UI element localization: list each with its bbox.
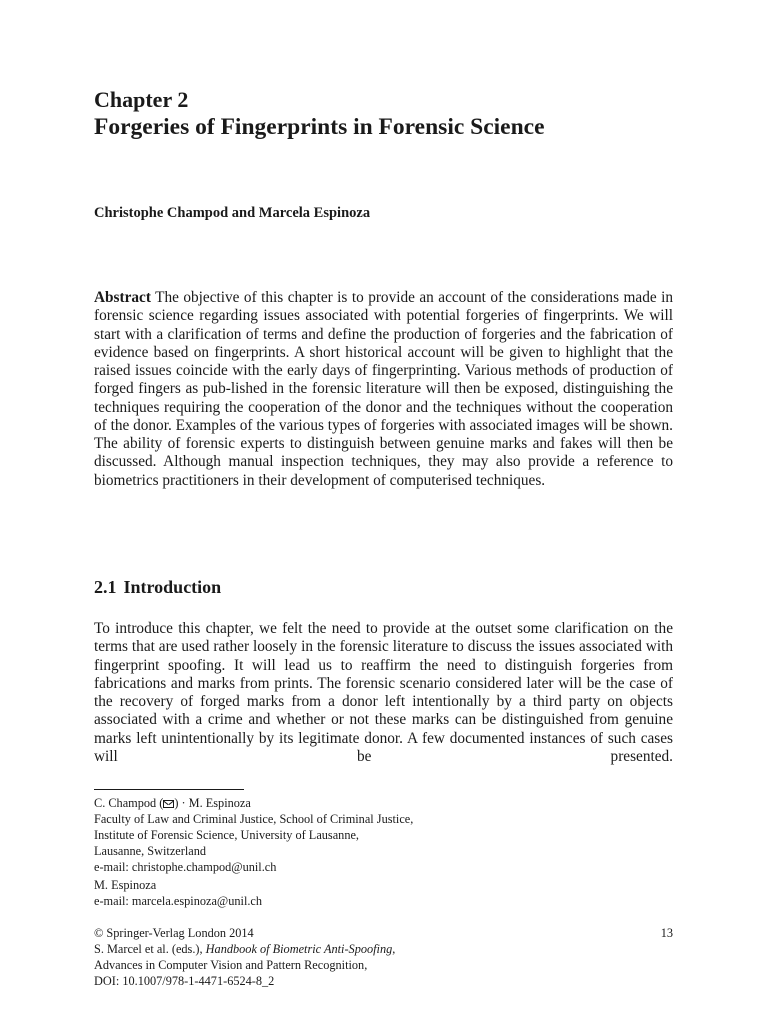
affiliation-line: Lausanne, Switzerland (94, 844, 206, 858)
affiliation-authors: C. Champod ( ) · M. Espinoza (94, 796, 251, 810)
email-link[interactable]: e-mail: marcela.espinoza@unil.ch (94, 894, 263, 908)
abstract (94, 289, 673, 490)
page-number: 13 (660, 926, 673, 940)
footnote-rule (94, 789, 244, 790)
section-heading (94, 575, 221, 599)
book-title: Handbook of Biometric Anti-Spoofing (205, 942, 393, 956)
section-number: 2.1 (94, 577, 117, 597)
author-line: Christophe Champod and Marcela Espinoza (94, 205, 371, 221)
chapter-title: Forgeries of Fingerprints in Forensic Science (94, 114, 545, 140)
envelope-icon (163, 800, 174, 808)
copyright-line: © Springer-Verlag London 2014 (94, 926, 254, 940)
series-line: Advances in Computer Vision and Pattern Recognition, (94, 958, 368, 972)
abstract-text: The objective of this chapter is to provide an account of the considerations made in forensic science regarding issues associated with potential forgeries of fingerprints. We will start with a clarification of terms and define the production of forgeries and the fabrication of evidence based on fingerprints. A short historical account will be given to highlight that the raised issues coincide with the early days of fingerprinting. Various methods of production of forged fingers as pub-lished in the forensic literature will then be exposed, distinguishing the techniques requiring the cooperation of the donor and the techniques without the cooperation of the donor. Examples of the various types of forgeries with associated images will be shown. The ability of forensic experts to distinguish between genuine marks and fakes will then be discussed. Although manual inspection techniques, they may also provide a reference to biometrics practitioners in their development of computerised techniques. (94, 289, 673, 489)
doi-line[interactable]: DOI: 10.1007/978-1-4471-6524-8_2 (94, 974, 275, 988)
citation-line: S. Marcel et al. (eds.), Handbook of Biometric Anti-Spoofing, (94, 942, 396, 956)
section-title: Introduction (123, 577, 222, 597)
affiliation-line: Faculty of Law and Criminal Justice, School of Criminal Justice, (94, 812, 414, 826)
author-affiliation (94, 795, 654, 875)
affiliation-line: Institute of Forensic Science, University of Lausanne, (94, 828, 359, 842)
abstract-label: Abstract (94, 289, 151, 306)
introduction-text: To introduce this chapter, we felt the need to provide at the outset some clarification on the terms that are used rather loosely in the forensic literature to discuss the issues associated with fingerprint spoofing. It will lead us to reaffirm the need to distinguish forgeries from fabrications and marks from prints. The forensic scenario considered later will be the case of the recovery of forged marks from a donor left intentionally by a third party on objects associated with a crime and whether or not these marks can be distinguished from genuine marks left unintentionally by its legitimate donor. A few documented instances of such cases will be presented. (94, 620, 673, 765)
chapter-label: Chapter 2 (94, 87, 189, 112)
affiliation-author: M. Espinoza (94, 878, 157, 892)
email-link[interactable]: e-mail: christophe.champod@unil.ch (94, 860, 277, 874)
copyright-block (94, 925, 654, 989)
second-author-affiliation (94, 877, 654, 909)
